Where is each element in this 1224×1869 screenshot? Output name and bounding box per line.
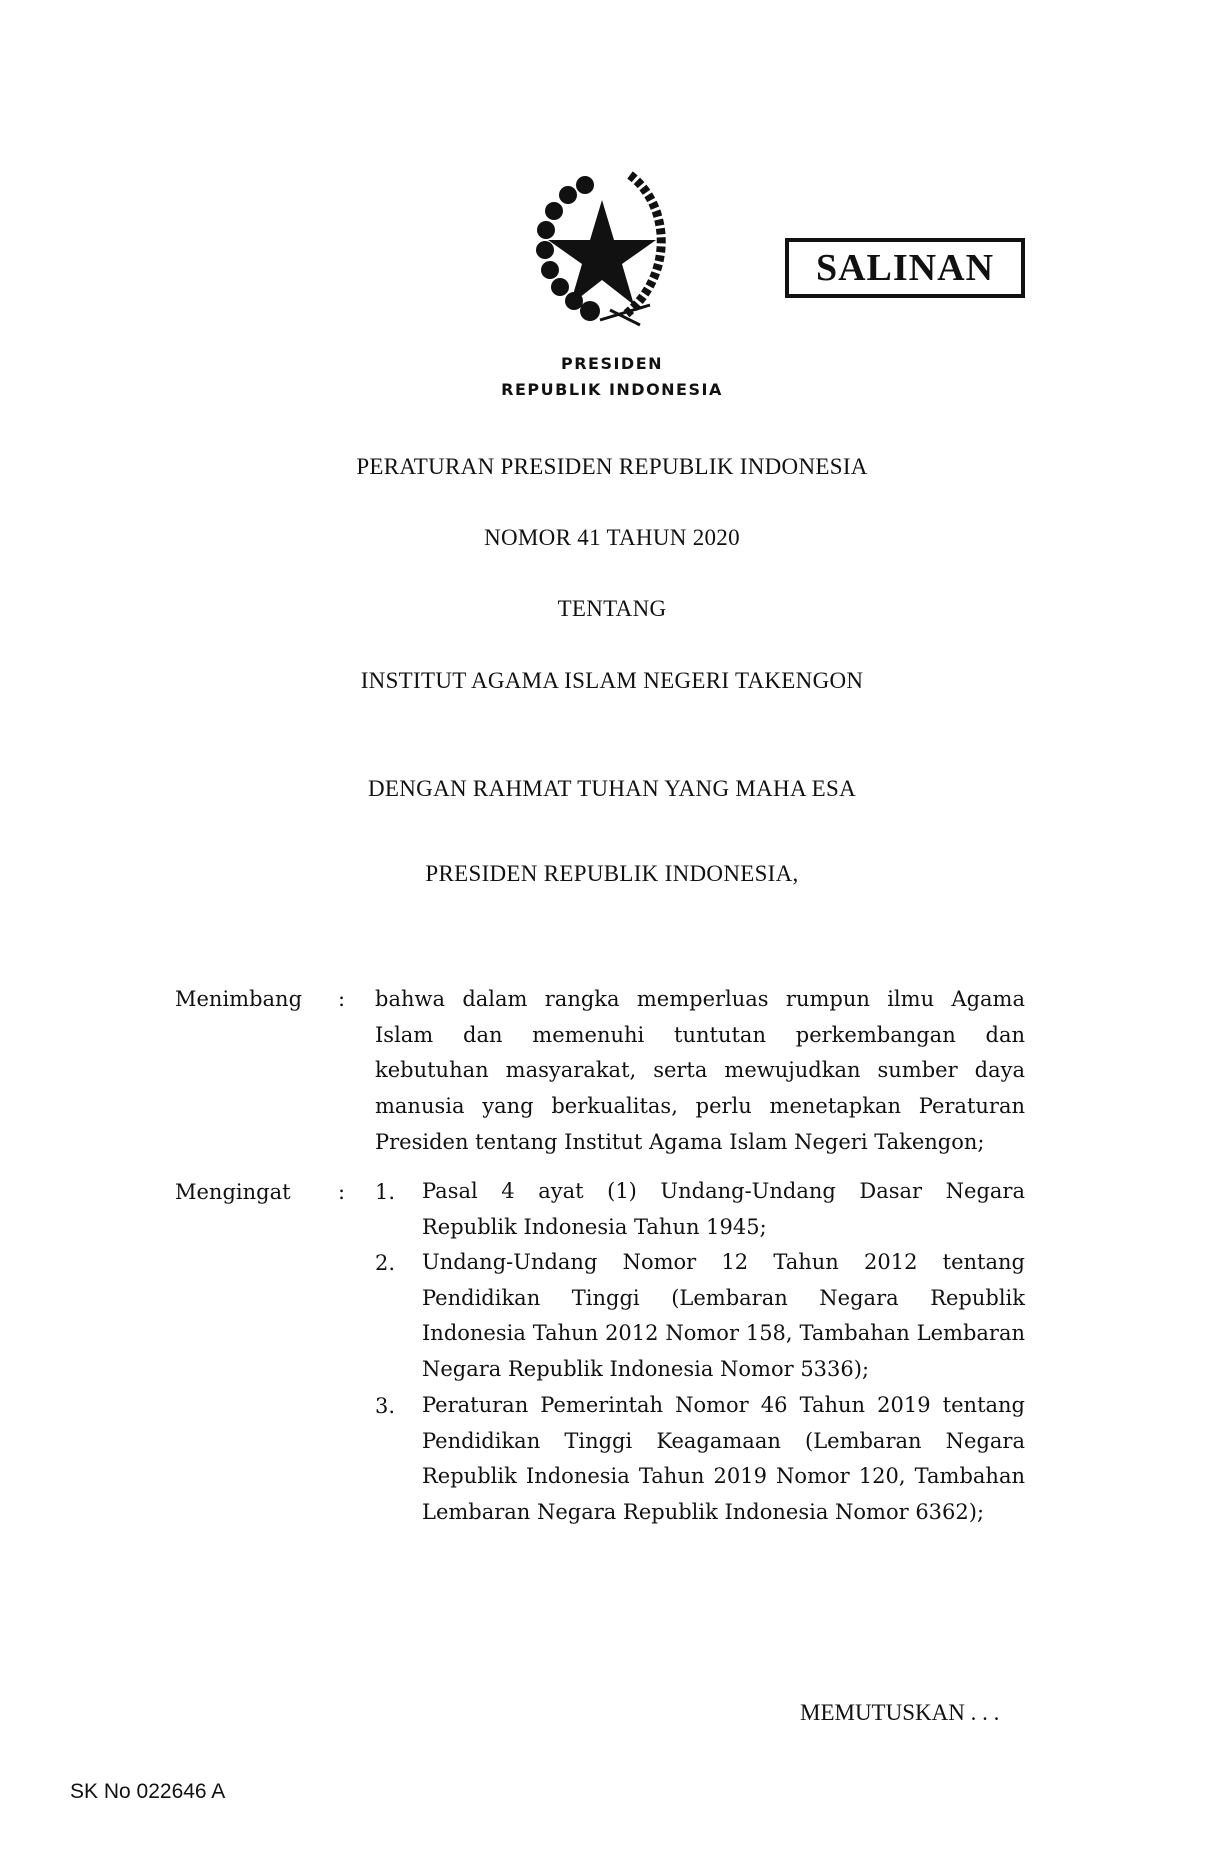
mengingat-item-number: 1. — [375, 1180, 396, 1204]
mengingat-item-text: Pasal 4 ayat (1) Undang-Undang Dasar Negara Republik Indonesia Tahun 1945; — [422, 1179, 1025, 1239]
tentang-heading: TENTANG — [557, 596, 667, 621]
mengingat-item-number: 3. — [375, 1394, 396, 1418]
menimbang-text: bahwa dalam rangka memperluas rumpun ilmu Agama Islam dan memenuhi tuntutan perkembangan dan kebutuhan masyarakat, serta mewujudkan sumber daya manusia yang berkualitas, perlu menetapkan Peraturan Presiden tentang Institut Agama Islam Negeri Takengon; — [375, 987, 1025, 1154]
mengingat-item-number: 2. — [375, 1251, 396, 1275]
presidential-emblem-icon — [530, 165, 680, 330]
menimbang-colon: : — [338, 987, 346, 1011]
mengingat-item-text: Undang-Undang Nomor 12 Tahun 2012 tentang Pendidikan Tinggi (Lembaran Negara Republik Indonesia Tahun 2012 Nomor 158, Tambahan Lembaran Negara Republik Indonesia Nomor 5336); — [422, 1250, 1025, 1382]
menimbang-label: Menimbang — [175, 987, 303, 1011]
salinan-stamp: SALINAN — [785, 238, 1025, 298]
regulation-subject: INSTITUT AGAMA ISLAM NEGERI TAKENGON — [360, 668, 864, 693]
continuation-marker: MEMUTUSKAN . . . — [800, 1700, 1000, 1725]
invocation: DENGAN RAHMAT TUHAN YANG MAHA ESA — [367, 776, 857, 801]
regulation-title: PERATURAN PRESIDEN REPUBLIK INDONESIA — [356, 454, 868, 479]
emblem-heading-republik: REPUBLIK INDONESIA — [501, 380, 723, 399]
sk-number: SK No 022646 A — [70, 1780, 226, 1803]
mengingat-colon: : — [338, 1180, 346, 1204]
emblem-heading-presiden: PRESIDEN — [560, 354, 664, 373]
issuer: PRESIDEN REPUBLIK INDONESIA, — [425, 861, 799, 886]
mengingat-label: Mengingat — [175, 1180, 291, 1204]
mengingat-item-text: Peraturan Pemerintah Nomor 46 Tahun 2019 tentang Pendidikan Tinggi Keagamaan (Lembaran Negara Republik Indonesia Tahun 2019 Nomor 120, Tambahan Lembaran Negara Republik Indonesia Nomor 6362); — [422, 1393, 1025, 1525]
regulation-number: NOMOR 41 TAHUN 2020 — [484, 525, 740, 550]
